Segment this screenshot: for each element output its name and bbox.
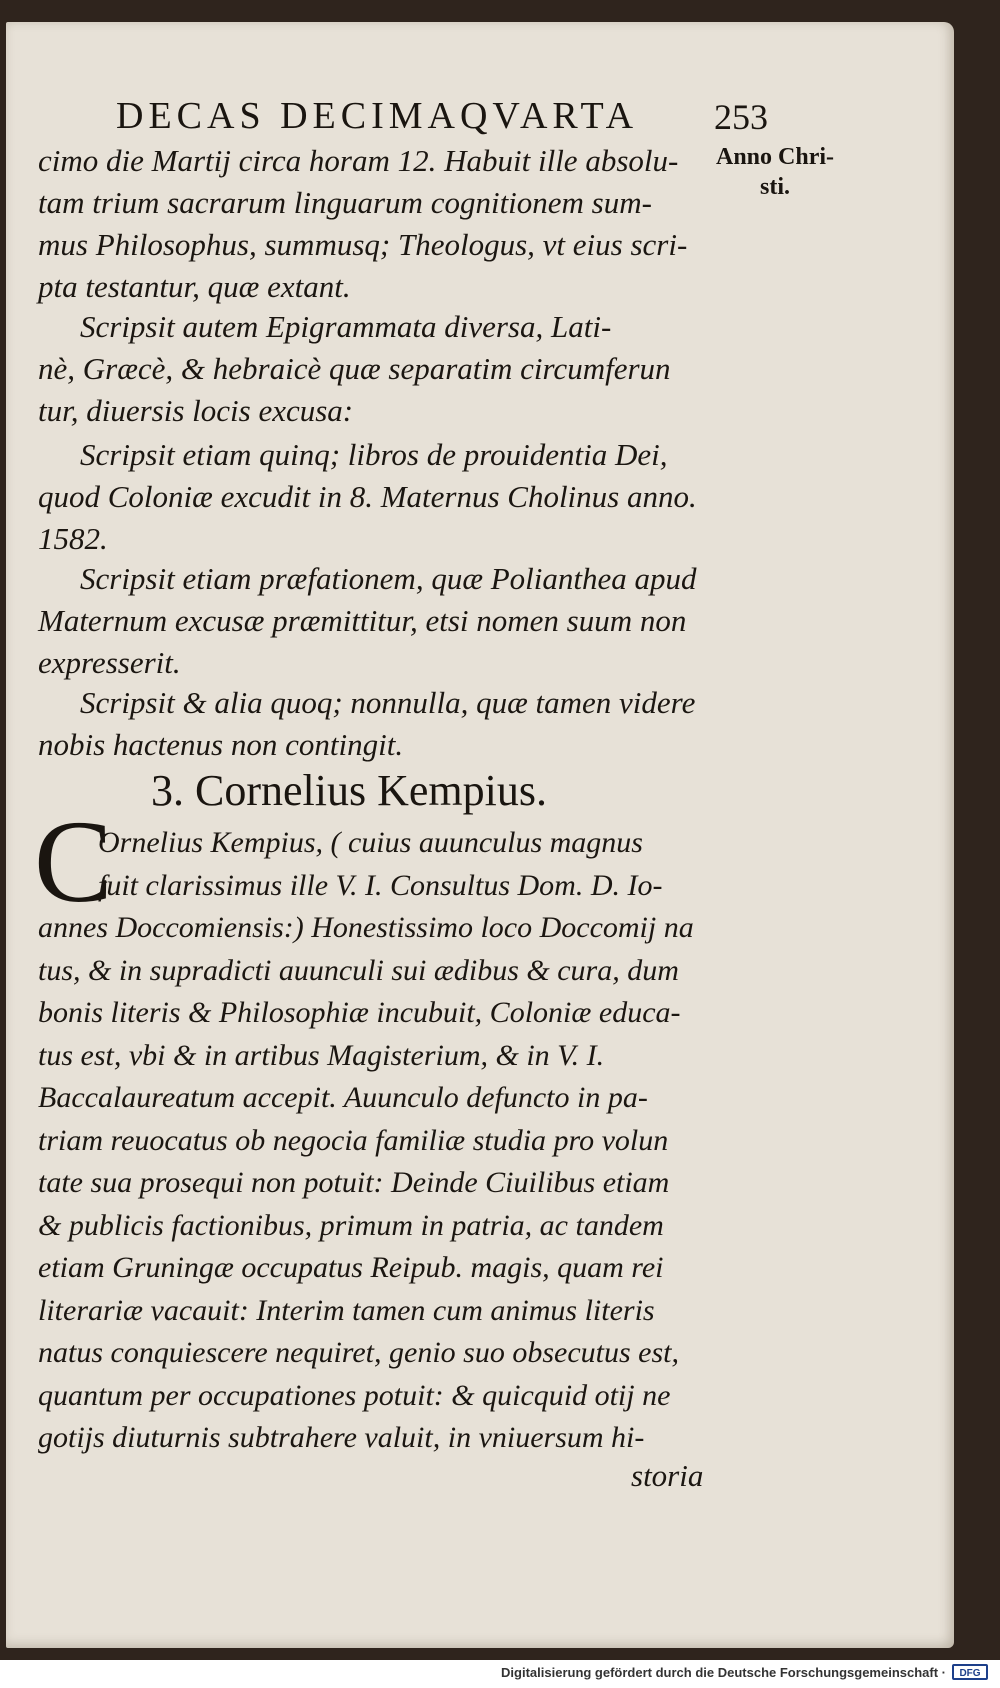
text-line: natus conquiescere nequiret, genio suo obsecutus est, [38,1336,679,1369]
text-line: tate sua prosequi non potuit: Deinde Ciuilibus etiam [38,1166,670,1199]
text-line: & publicis factionibus, primum in patria, ac tandem [38,1208,664,1242]
text-line: cimo die Martij circa horam 12. Habuit ille absolu- [38,143,679,178]
text-line: Scripsit autem Epigrammata diversa, Lati- [80,309,612,344]
footer-bar [0,1660,1000,1688]
paragraph [38,306,718,432]
drop-cap: C [34,796,113,927]
text-line: expresserit. [38,645,181,680]
paragraph [38,682,718,766]
text-line: fuit clarissimus ille V. I. Consultus Dom. D. Io- [98,868,663,902]
funding-credit: Digitalisierung gefördert durch die Deutsche Forschungsgemeinschaft · [501,1665,946,1680]
text-line: literariæ vacauit: Interim tamen cum animus literis [38,1293,655,1327]
text-line: Scripsit etiam præfationem, quæ Polianthea apud [80,561,697,596]
dfg-logo-icon: DFG [952,1664,988,1680]
paragraph [38,434,718,560]
catchword: storia [631,1458,704,1493]
text-line: tur, diuersis locis excusa: [38,393,354,428]
text-line: annes Doccomiensis:) Honestissimo loco Doccomij na [38,911,694,944]
paragraph [38,140,718,308]
text-line: mus Philosophus, summusq; Theologus, vt eius scri- [38,227,688,262]
margin-note-line: sti. [760,174,790,200]
margin-note [716,142,834,202]
page-content [6,22,954,1648]
text-line: quantum per occupationes potuit: & quicquid otij ne [38,1378,671,1412]
text-line: nè, Græcè, & hebraicè quæ separatim circumferun [38,351,671,386]
text-line: nobis hactenus non contingit. [38,727,404,762]
margin-note-line: Anno Chri- [716,144,835,170]
section-body [38,822,728,1460]
page-number: 253 [714,97,768,137]
text-line: tus, & in supradicti auunculi sui ædibus & cura, dum [38,953,679,987]
text-line: Ornelius Kempius, ( cuius auunculus magnus [98,826,643,859]
text-line: tus est, vbi & in artibus Magisterium, & in V. I. [38,1038,605,1072]
text-line: Baccalaureatum accepit. Auunculo defuncto in pa- [38,1081,648,1114]
text-line: triam reuocatus ob negocia familiæ studia pro volun [38,1123,669,1157]
paragraph [38,558,718,684]
text-line: Maternum excusæ præmittitur, etsi nomen suum non [38,603,687,638]
text-line: gotijs diuturnis subtrahere valuit, in vniuersum hi- [38,1421,645,1454]
text-line: tam trium sacrarum linguarum cognitionem sum- [38,185,652,220]
text-line: pta testantur, quæ extant. [38,269,351,304]
text-line: quod Coloniæ excudit in 8. Maternus Cholinus anno. [38,479,697,514]
text-line: etiam Gruningæ occupatus Reipub. magis, quam rei [38,1251,664,1284]
text-line: bonis literis & Philosophiæ incubuit, Coloniæ educa- [38,996,681,1029]
book-page [6,22,954,1648]
text-line: 1582. [38,521,108,556]
section-heading: 3. Cornelius Kempius. [151,766,547,815]
text-line: Scripsit & alia quoq; nonnulla, quæ tamen videre [80,685,696,720]
text-line: Scripsit etiam quinq; libros de prouidentia Dei, [80,437,668,472]
running-title: DECAS DECIMAQVARTA [116,95,639,137]
